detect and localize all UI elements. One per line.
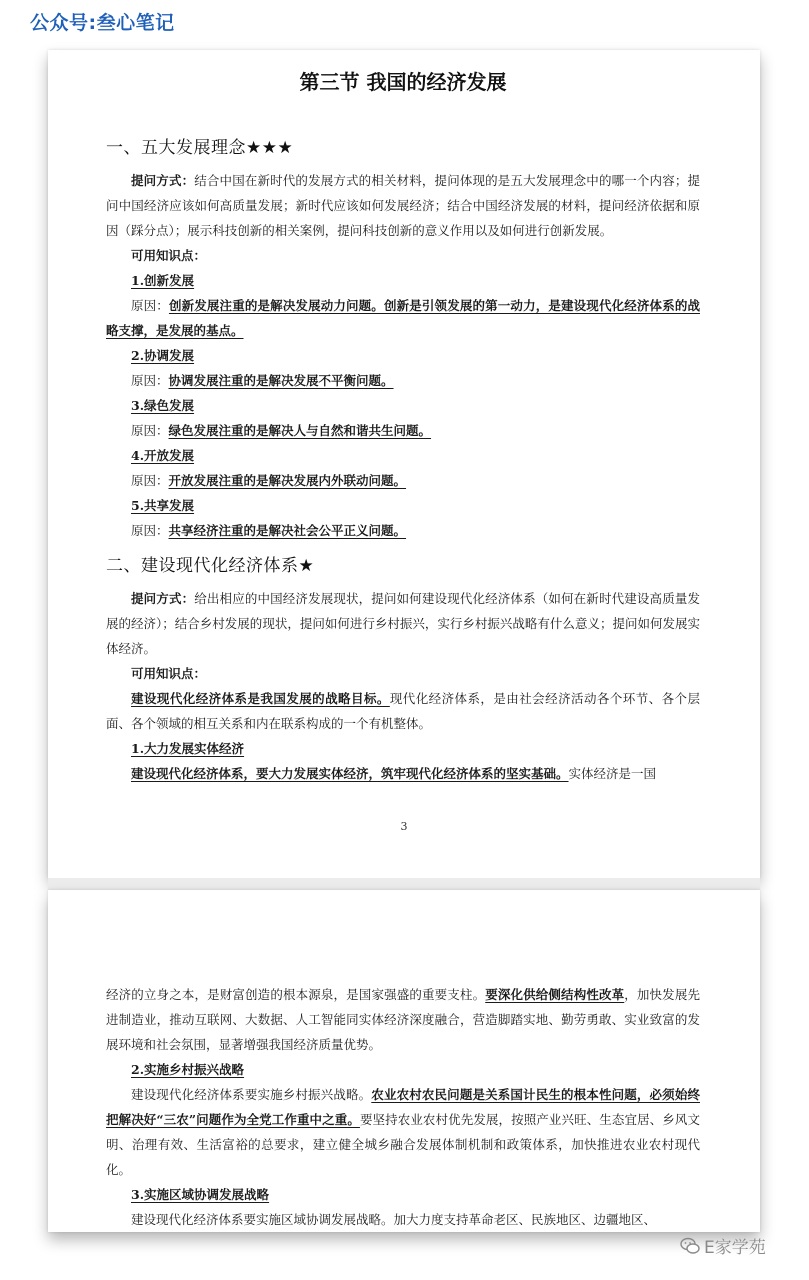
item-4-heading: 4.开放发展 <box>131 448 195 463</box>
item-2-reason: 原因：协调发展注重的是解决发展不平衡问题。 <box>131 373 394 388</box>
watermark-bottom-text: E家学苑 <box>704 1238 766 1258</box>
item-1-heading: 1.创新发展 <box>131 273 195 288</box>
item-5-heading: 5.共享发展 <box>131 498 195 513</box>
section-1-points-label: 可用知识点： <box>131 248 207 263</box>
wechat-icon <box>680 1236 700 1256</box>
section-2-heading: 二、建设现代化经济体系★ <box>106 556 315 576</box>
watermark-bottom <box>680 1233 766 1258</box>
sub-3-heading: 3.实施区域协调发展战略 <box>131 1187 270 1202</box>
sub-1-heading: 1.大力发展实体经济 <box>131 741 245 756</box>
page2-paragraph-1: 经济的立身之本，是财富创造的根本源泉，是国家强盛的重要支柱。要深化供给侧结构性改革，加快发展先进制造业，推动互联网、大数据、人工智能同实体经济深度融合，营造脚踏实地、勤劳勇敢、实业致富的发展环境和社会氛围，显著增强我国经济质量优势。 <box>106 987 700 1052</box>
page-title: 第三节 我国的经济发展 <box>299 70 507 94</box>
page-number: 3 <box>400 820 408 833</box>
item-3-heading: 3.绿色发展 <box>131 398 195 413</box>
item-1-reason: 原因：创新发展注重的是解决发展动力问题。创新是引领发展的第一动力，是建设现代化经济体系的战略支撑，是发展的基点。 <box>106 298 700 338</box>
page2-paragraph-2: 建设现代化经济体系要实施乡村振兴战略。农业农村农民问题是关系国计民生的根本性问题，必须始终把解决好“三农”问题作为全党工作重中之重。要坚持农业农村优先发展，按照产业兴旺、生态宜居、乡风文明、治理有效、生活富裕的总要求，建立健全城乡融合发展体制机制和政策体系，加快推进农业农村现代化。 <box>106 1087 700 1177</box>
section-2-points-label: 可用知识点： <box>131 666 207 681</box>
item-3-reason: 原因：绿色发展注重的是解决人与自然和谐共生问题。 <box>131 423 432 438</box>
page-gap <box>48 878 760 890</box>
watermark-top: 公众号:叁心笔记 <box>30 12 175 34</box>
item-5-reason: 原因：共享经济注重的是解决社会公平正义问题。 <box>131 523 407 538</box>
sub-2-heading: 2.实施乡村振兴战略 <box>131 1062 245 1077</box>
section-2-question: 提问方式：给出相应的中国经济发展现状，提问如何建设现代化经济体系（如何在新时代建设高质量发展的经济）；结合乡村发展的现状，提问如何进行乡村振兴，实行乡村振兴战略有什么意义；提问如何发展实体经济。 <box>106 591 700 656</box>
page2-paragraph-3: 建设现代化经济体系要实施区域协调发展战略。加大力度支持革命老区、民族地区、边疆地区、 <box>131 1212 657 1227</box>
sub-1-text: 建设现代化经济体系，要大力发展实体经济，筑牢现代化经济体系的坚实基础。实体经济是一国 <box>131 766 657 781</box>
document-page-2 <box>48 890 760 1232</box>
document-page-1 <box>48 50 760 878</box>
item-4-reason: 原因：开放发展注重的是解决发展内外联动问题。 <box>131 473 407 488</box>
section-1-heading: 一、五大发展理念★★★ <box>106 138 294 158</box>
item-2-heading: 2.协调发展 <box>131 348 195 363</box>
section-2-goal: 建设现代化经济体系是我国发展的战略目标。现代化经济体系，是由社会经济活动各个环节、各个层面、各个领域的相互关系和内在联系构成的一个有机整体。 <box>106 691 700 731</box>
section-1-question: 提问方式：结合中国在新时代的发展方式的相关材料，提问体现的是五大发展理念中的哪一个内容；提问中国经济应该如何高质量发展；新时代应该如何发展经济；结合中国经济发展的材料，提问经济依据和原因（踩分点）；展示科技创新的相关案例，提问科技创新的意义作用以及如何进行创新发展。 <box>106 173 700 238</box>
